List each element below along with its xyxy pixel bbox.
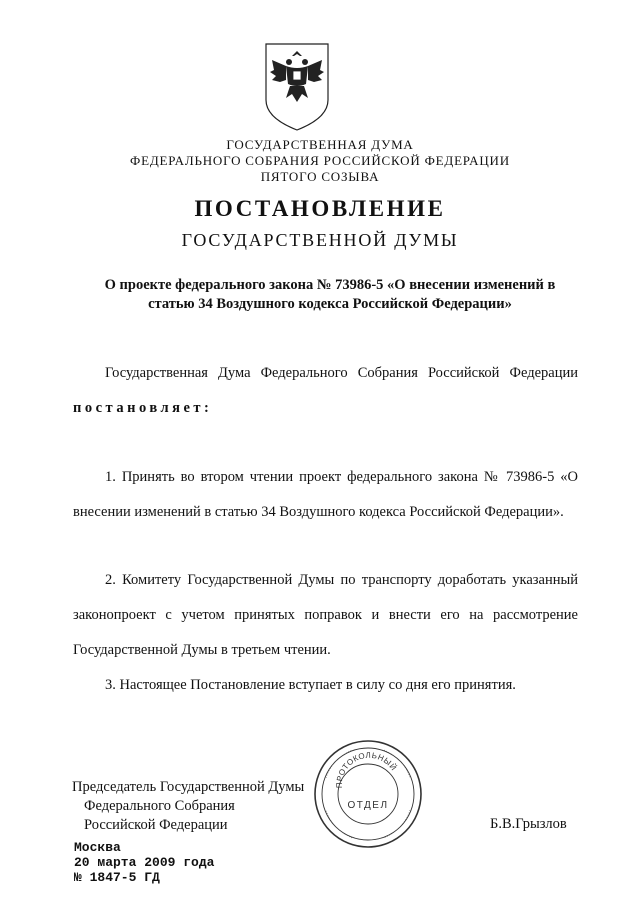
issuer-line-1: ГОСУДАРСТВЕННАЯ ДУМА xyxy=(226,137,414,152)
item-3: 3. Настоящее Постановление вступает в силу со дня его принятия. xyxy=(105,677,516,693)
footer-date: 20 марта 2009 года xyxy=(74,855,215,870)
stamp-dept: ОТДЕЛ xyxy=(347,800,389,811)
signer-title-line-3: Российской Федерации xyxy=(84,817,228,833)
item-2: 2. Комитету Государственной Думы по транспорту доработать указанный законопроект с учетом принятых поправок и внести его на рассмотрение Государственной Думы в третьем чтении. xyxy=(73,572,578,658)
footer-number: № 1847-5 ГД xyxy=(74,870,160,885)
item-1: 1. Принять во втором чтении проект федерального закона № 73986-5 «О внесении изменений в статью 34 Воздушного кодекса Российской Федерации». xyxy=(73,469,578,520)
svg-text:ПРОТОКОЛЬНЫЙ xyxy=(335,751,398,788)
subject-line-1: О проекте федерального закона № 73986-5 «О внесении изменений в xyxy=(104,277,556,293)
footer-city: Москва xyxy=(74,840,121,855)
signer-name: Б.В.Грызлов xyxy=(490,816,567,832)
signer-title-line-1: Председатель Государственной Думы xyxy=(72,779,305,795)
issuer-line-3: ПЯТОГО СОЗЫВА xyxy=(260,169,380,184)
preamble-lead: Государственная Дума Федерального Собрания Российской Федерации xyxy=(105,365,578,381)
coat-of-arms-icon xyxy=(262,40,332,132)
document-subject xyxy=(60,276,600,314)
document-footer xyxy=(74,840,214,885)
preamble-verb: постановляет: xyxy=(73,400,213,416)
subject-line-2: статью 34 Воздушного кодекса Российской Федерации» xyxy=(148,296,512,312)
document-organization: ГОСУДАРСТВЕННОЙ ДУМЫ xyxy=(181,230,459,250)
stamp-text: ПРОТОКОЛЬНЫЙ xyxy=(334,750,399,789)
preamble xyxy=(73,356,578,426)
signer-title-line-2: Федерального Собрания xyxy=(84,798,235,814)
signature-block xyxy=(72,778,304,835)
seal-stamp-icon xyxy=(312,738,424,850)
document-type: ПОСТАНОВЛЕНИЕ xyxy=(194,196,446,221)
issuer-line-2: ФЕДЕРАЛЬНОГО СОБРАНИЯ РОССИЙСКОЙ ФЕДЕРАЦИИ xyxy=(130,153,510,168)
